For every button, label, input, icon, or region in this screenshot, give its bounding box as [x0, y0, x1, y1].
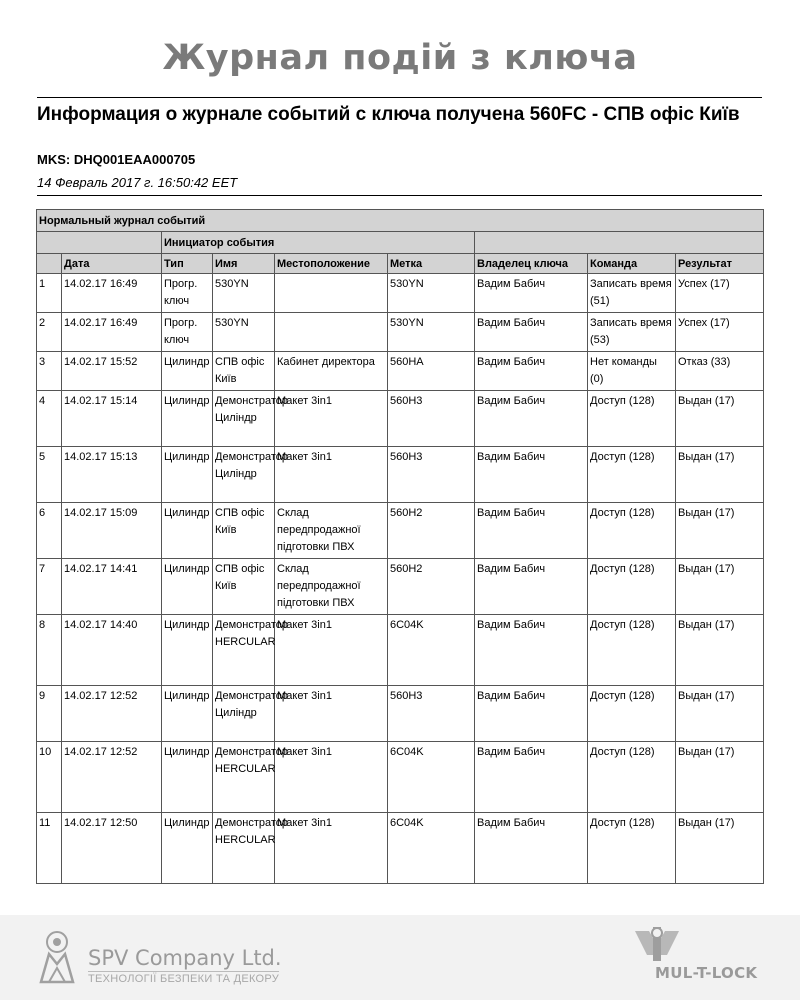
cell-name: Демонстратор HERCULAR — [213, 813, 275, 884]
cell-name: Демонстратор Циліндр — [213, 447, 275, 503]
cell-num: 8 — [37, 615, 62, 686]
cell-type: Цилиндр — [162, 352, 213, 391]
cell-date: 14.02.17 14:41 — [62, 559, 162, 615]
cell-date: 14.02.17 15:14 — [62, 391, 162, 447]
cell-date: 14.02.17 15:52 — [62, 352, 162, 391]
cell-tag: 560H2 — [388, 503, 475, 559]
cell-name: СПВ офіс Київ — [213, 559, 275, 615]
cell-date: 14.02.17 16:49 — [62, 274, 162, 313]
cell-command: Доступ (128) — [588, 742, 676, 813]
cell-name: 530YN — [213, 313, 275, 352]
cell-name: Демонстратор HERCULAR — [213, 615, 275, 686]
top-divider — [37, 97, 762, 98]
cell-date: 14.02.17 15:13 — [62, 447, 162, 503]
cell-num: 6 — [37, 503, 62, 559]
col-header-location: Местоположение — [275, 254, 388, 274]
cell-type: Цилиндр — [162, 615, 213, 686]
cell-owner: Вадим Бабич — [475, 274, 588, 313]
header-divider — [37, 195, 762, 196]
cell-command: Доступ (128) — [588, 686, 676, 742]
cell-owner: Вадим Бабич — [475, 447, 588, 503]
table-row — [37, 274, 764, 313]
cell-command: Доступ (128) — [588, 559, 676, 615]
cell-type: Цилиндр — [162, 447, 213, 503]
cell-date: 14.02.17 15:09 — [62, 503, 162, 559]
cell-command: Записать время (51) — [588, 274, 676, 313]
initiator-group-title: Инициатор события — [162, 232, 475, 254]
event-log-table — [36, 209, 764, 884]
cell-location — [275, 274, 388, 313]
cell-owner: Вадим Бабич — [475, 813, 588, 884]
cell-tag: 560H3 — [388, 686, 475, 742]
cell-result: Отказ (33) — [676, 352, 764, 391]
col-header-result: Результат — [676, 254, 764, 274]
cell-location: Макет 3in1 — [275, 742, 388, 813]
cell-tag: 560HA — [388, 352, 475, 391]
cell-result: Выдан (17) — [676, 813, 764, 884]
cell-date: 14.02.17 14:40 — [62, 615, 162, 686]
col-header-num — [37, 254, 62, 274]
cell-num: 9 — [37, 686, 62, 742]
table-row — [37, 686, 764, 742]
cell-name: СПВ офіс Київ — [213, 503, 275, 559]
col-header-type: Тип — [162, 254, 213, 274]
cell-location: Макет 3in1 — [275, 447, 388, 503]
table-row — [37, 391, 764, 447]
cell-owner: Вадим Бабич — [475, 313, 588, 352]
col-header-owner: Владелец ключа — [475, 254, 588, 274]
table-row — [37, 503, 764, 559]
cell-command: Доступ (128) — [588, 447, 676, 503]
mks-id: MKS: DHQ001EAA000705 — [37, 152, 196, 167]
cell-tag: 530YN — [388, 313, 475, 352]
cell-location: Макет 3in1 — [275, 686, 388, 742]
section-title: Нормальный журнал событий — [37, 210, 764, 232]
cell-command: Записать время (53) — [588, 313, 676, 352]
cell-location: Макет 3in1 — [275, 391, 388, 447]
cell-type: Цилиндр — [162, 391, 213, 447]
table-row — [37, 615, 764, 686]
cell-name: Демонстратор Циліндр — [213, 391, 275, 447]
cell-num: 7 — [37, 559, 62, 615]
table-row — [37, 447, 764, 503]
cell-owner: Вадим Бабич — [475, 615, 588, 686]
cell-type: Цилиндр — [162, 503, 213, 559]
cell-result: Выдан (17) — [676, 559, 764, 615]
cell-location — [275, 313, 388, 352]
cell-date: 14.02.17 12:52 — [62, 686, 162, 742]
cell-result: Выдан (17) — [676, 391, 764, 447]
cell-command: Доступ (128) — [588, 615, 676, 686]
cell-owner: Вадим Бабич — [475, 391, 588, 447]
col-header-command: Команда — [588, 254, 676, 274]
cell-command: Доступ (128) — [588, 391, 676, 447]
cell-tag: 530YN — [388, 274, 475, 313]
cell-result: Выдан (17) — [676, 615, 764, 686]
cell-date: 14.02.17 16:49 — [62, 313, 162, 352]
cell-tag: 6C04K — [388, 615, 475, 686]
cell-location: Склад передпродажної підготовки ПВХ — [275, 503, 388, 559]
col-header-name: Имя — [213, 254, 275, 274]
cell-owner: Вадим Бабич — [475, 686, 588, 742]
cell-owner: Вадим Бабич — [475, 742, 588, 813]
key-with-lock-logo-icon — [627, 925, 687, 967]
cell-type: Цилиндр — [162, 813, 213, 884]
company-tagline: ТЕХНОЛОГІЇ БЕЗПЕКИ ТА ДЕКОРУ — [88, 973, 280, 985]
cell-name: СПВ офіс Київ — [213, 352, 275, 391]
cell-location: Макет 3in1 — [275, 615, 388, 686]
cell-type: Цилиндр — [162, 559, 213, 615]
section-header-row — [37, 210, 764, 232]
cell-type: Прогр. ключ — [162, 313, 213, 352]
cell-command: Доступ (128) — [588, 813, 676, 884]
column-header-row — [37, 254, 764, 274]
group-header-row — [37, 232, 764, 254]
cell-result: Успех (17) — [676, 274, 764, 313]
cell-owner: Вадим Бабич — [475, 559, 588, 615]
cell-result: Выдан (17) — [676, 447, 764, 503]
cell-num: 10 — [37, 742, 62, 813]
cell-result: Успех (17) — [676, 313, 764, 352]
table-row — [37, 559, 764, 615]
cell-result: Выдан (17) — [676, 686, 764, 742]
spv-emblem-icon — [33, 928, 81, 984]
table-row — [37, 313, 764, 352]
cell-num: 11 — [37, 813, 62, 884]
cell-tag: 560H3 — [388, 447, 475, 503]
cell-name: Демонстратор Циліндр — [213, 686, 275, 742]
cell-num: 2 — [37, 313, 62, 352]
company-name: SPV Company Ltd. — [88, 946, 282, 970]
cell-type: Цилиндр — [162, 686, 213, 742]
cell-name: Демонстратор HERCULAR — [213, 742, 275, 813]
cell-num: 3 — [37, 352, 62, 391]
cell-command: Доступ (128) — [588, 503, 676, 559]
cell-owner: Вадим Бабич — [475, 503, 588, 559]
cell-tag: 6C04K — [388, 742, 475, 813]
col-header-tag: Метка — [388, 254, 475, 274]
cell-location: Кабинет директора — [275, 352, 388, 391]
report-timestamp: 14 Февраль 2017 г. 16:50:42 EET — [37, 175, 238, 190]
brand-mul-t-lock: MUL-T-LOCK — [655, 964, 758, 982]
cell-date: 14.02.17 12:52 — [62, 742, 162, 813]
cell-result: Выдан (17) — [676, 503, 764, 559]
table-row — [37, 742, 764, 813]
table-row — [37, 813, 764, 884]
report-heading: Информация о журнале событий с ключа получена 560FC - СПВ офіс Київ — [37, 104, 740, 125]
cell-type: Цилиндр — [162, 742, 213, 813]
cell-num: 4 — [37, 391, 62, 447]
cell-location: Склад передпродажної підготовки ПВХ — [275, 559, 388, 615]
table-row — [37, 352, 764, 391]
cell-date: 14.02.17 12:50 — [62, 813, 162, 884]
cell-type: Прогр. ключ — [162, 274, 213, 313]
cell-num: 5 — [37, 447, 62, 503]
cell-location: Макет 3in1 — [275, 813, 388, 884]
cell-tag: 560H3 — [388, 391, 475, 447]
cell-owner: Вадим Бабич — [475, 352, 588, 391]
document-banner-title: Журнал подій з ключа — [162, 38, 638, 78]
cell-num: 1 — [37, 274, 62, 313]
cell-command: Нет команды (0) — [588, 352, 676, 391]
col-header-date: Дата — [62, 254, 162, 274]
cell-tag: 560H2 — [388, 559, 475, 615]
cell-tag: 6C04K — [388, 813, 475, 884]
cell-name: 530YN — [213, 274, 275, 313]
cell-result: Выдан (17) — [676, 742, 764, 813]
